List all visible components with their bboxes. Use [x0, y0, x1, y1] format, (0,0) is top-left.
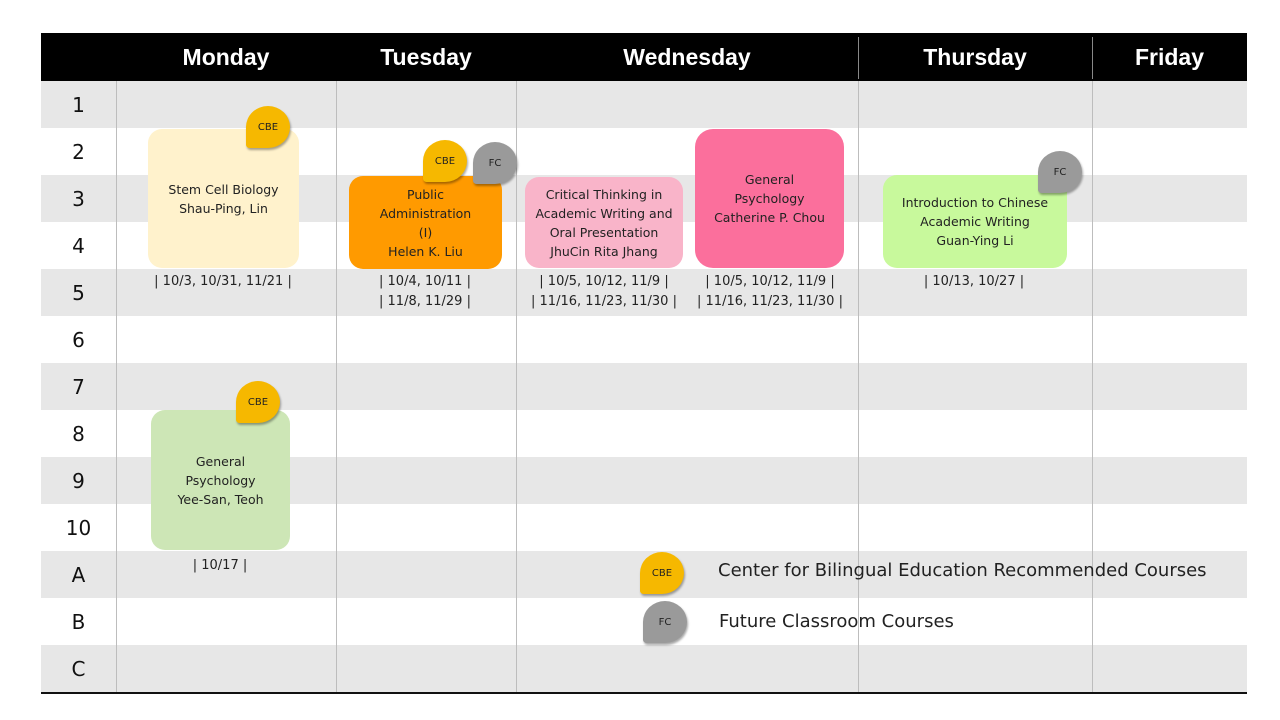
date-line: | 10/5, 10/12, 11/9 | [539, 274, 669, 289]
row-band [41, 316, 1247, 363]
legend-fc-icon [643, 601, 687, 643]
course-line: General [195, 453, 246, 469]
course-stem-cell-biology[interactable] [148, 129, 299, 268]
column-divider [858, 33, 859, 692]
row-band [41, 645, 1247, 692]
period-label: 9 [72, 469, 85, 493]
day-friday: Friday [1134, 44, 1205, 70]
column-divider [516, 81, 517, 692]
header-divider [858, 37, 859, 79]
legend-fc-text: Future Classroom Courses [719, 611, 954, 632]
course-dates [160, 556, 280, 576]
column-divider [336, 81, 337, 692]
date-line: | 10/3, 10/31, 11/21 | [154, 274, 292, 289]
column-divider [1092, 33, 1093, 692]
course-line: General [744, 172, 795, 187]
row-band [41, 363, 1247, 410]
badge-label: FC [658, 616, 672, 628]
period-label: 6 [72, 328, 85, 352]
course-general-psychology-wed[interactable] [695, 129, 844, 268]
row-band [41, 81, 1247, 128]
course-line: Public [407, 186, 444, 202]
course-dates [340, 272, 510, 312]
period-label: 2 [72, 140, 85, 164]
course-dates [138, 272, 308, 292]
course-dates [518, 272, 690, 312]
course-line: Helen K. Liu [388, 243, 463, 259]
course-line: JhuCin Rita Jhang [550, 243, 658, 259]
day-thursday: Thursday [923, 44, 1027, 70]
period-label: 8 [72, 422, 85, 446]
badge-label: FC [1053, 166, 1067, 178]
period-label: C [71, 657, 86, 681]
cbe-badge-icon [246, 106, 290, 148]
bottom-rule [41, 692, 1247, 694]
day-tuesday: Tuesday [380, 44, 472, 70]
badge-label: CBE [434, 155, 456, 167]
date-line: | 11/16, 11/23, 11/30 | [531, 294, 677, 309]
badge-label: CBE [651, 567, 673, 579]
course-line: Oral Presentation [549, 224, 659, 240]
period-label: 4 [72, 234, 85, 258]
badge-label: CBE [247, 396, 269, 408]
badge-label: FC [488, 157, 502, 169]
day-monday: Monday [182, 44, 270, 70]
course-line: Yee-San, Teoh [177, 491, 264, 507]
period-label: 7 [72, 375, 85, 399]
cbe-badge-icon [423, 140, 467, 182]
date-line: | 11/16, 11/23, 11/30 | [697, 294, 843, 309]
course-dates [686, 272, 854, 312]
period-label: 5 [72, 281, 85, 305]
course-dates [894, 272, 1054, 292]
course-line: Psychology [185, 472, 256, 488]
legend-cbe-icon [640, 552, 684, 594]
course-line: Psychology [734, 191, 805, 206]
fc-badge-icon [1038, 151, 1082, 193]
date-line: | 10/13, 10/27 | [923, 274, 1025, 289]
period-label: B [71, 610, 86, 634]
badge-label: CBE [257, 121, 279, 133]
column-divider [116, 81, 117, 692]
period-label: 3 [72, 187, 85, 211]
date-line: | 11/8, 11/29 | [379, 294, 471, 309]
period-label: A [71, 563, 86, 587]
date-line: | 10/4, 10/11 | [379, 274, 471, 289]
header-divider [1092, 37, 1093, 79]
course-critical-thinking[interactable] [525, 177, 683, 268]
course-line: (I) [418, 224, 433, 240]
course-line: Guan-Ying Li [936, 233, 1014, 248]
fc-badge-icon [473, 142, 517, 184]
course-line: Academic Writing [920, 214, 1030, 229]
course-line: Catherine P. Chou [714, 210, 825, 225]
course-line: Introduction to Chinese [901, 195, 1049, 210]
course-line: Critical Thinking in [545, 186, 663, 202]
period-label: 10 [65, 516, 92, 540]
day-wednesday: Wednesday [623, 44, 751, 70]
course-general-psychology-mon[interactable] [151, 410, 290, 550]
course-line: Shau-Ping, Lin [179, 200, 268, 216]
date-line: | 10/17 | [192, 558, 248, 573]
cbe-badge-icon [236, 381, 280, 423]
course-line: Stem Cell Biology [168, 181, 279, 197]
period-label: 1 [72, 93, 85, 117]
legend-cbe-text: Center for Bilingual Education Recommended Courses [718, 560, 1207, 581]
course-line: Administration [379, 205, 472, 221]
course-line: Academic Writing and [535, 205, 673, 221]
course-public-administration[interactable] [349, 176, 502, 269]
date-line: | 10/5, 10/12, 11/9 | [705, 274, 835, 289]
